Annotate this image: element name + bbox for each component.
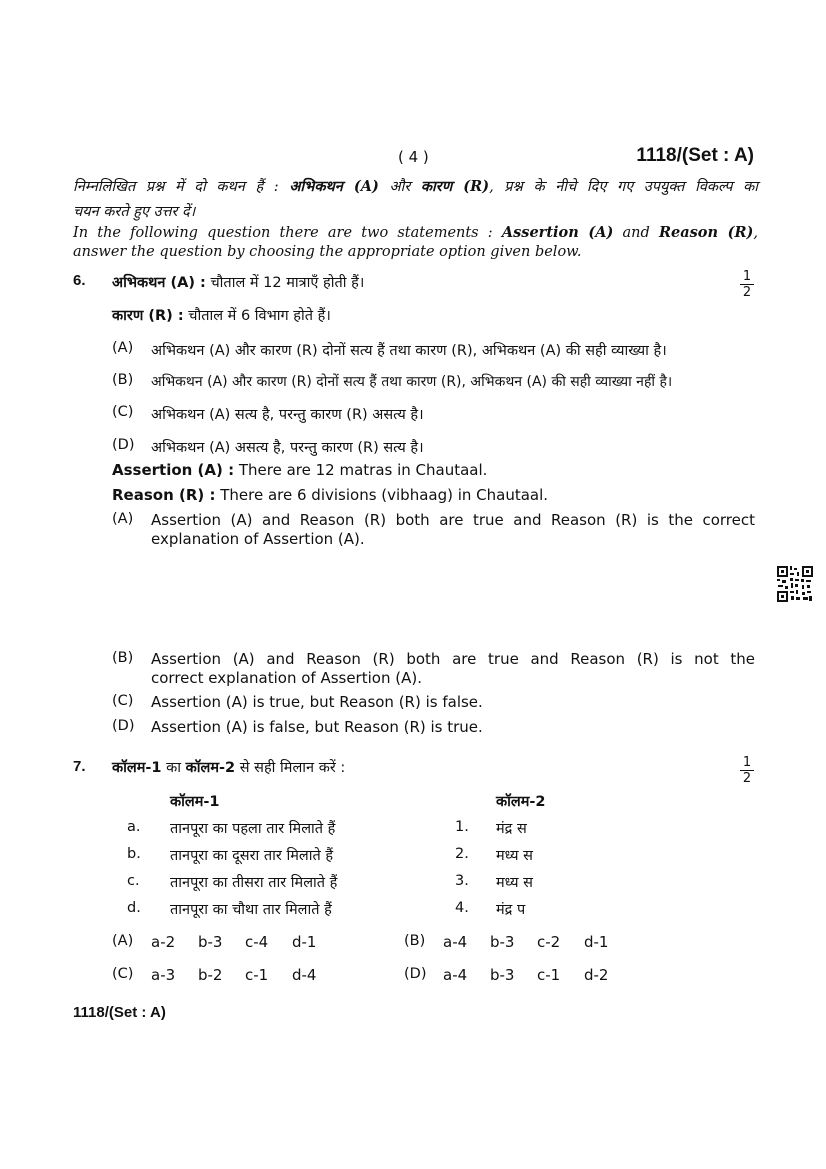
q6-assertion-hindi-label: अभिकथन (A) :	[112, 275, 206, 291]
q7-option-b-letter: (B)	[404, 933, 426, 949]
instruction-hindi	[73, 174, 758, 225]
q7-option-d-pair-4: d-2	[584, 966, 609, 984]
instruction-hindi-line2: चयन करते हुए उत्तर दें।	[73, 204, 196, 220]
q7-option-b-pair-4: d-1	[584, 933, 609, 951]
q7-prompt-post: से सही मिलान करें :	[235, 760, 346, 776]
q7-option-c-pair-2: b-2	[198, 966, 223, 984]
q7-option-c-letter: (C)	[112, 966, 134, 982]
q6-assertion-english-text: There are 12 matras in Chautaal.	[234, 461, 488, 479]
page-number: ( 4 )	[398, 148, 429, 166]
q6-hindi-option-a-letter: (A)	[112, 340, 134, 356]
col1-item-d-text: तानपूरा का चौथा तार मिलाते हैं	[170, 902, 332, 918]
qr-code-icon	[776, 565, 814, 603]
q7-marks	[740, 756, 754, 785]
instruction-english-reason: Reason (R)	[658, 224, 754, 241]
q7-option-d-letter: (D)	[404, 966, 427, 982]
col2-item-3-text: मध्य स	[496, 875, 533, 891]
column-1-header: कॉलम-1	[170, 794, 220, 810]
q6-hindi-option-a-text: अभिकथन (A) और कारण (R) दोनों सत्य हैं तथा कारण (R), अभिकथन (A) की सही व्याख्या है।	[151, 343, 667, 359]
q6-hindi-option-b-letter: (B)	[112, 372, 134, 388]
q6-reason-hindi	[112, 305, 331, 325]
instruction-hindi-mid: और	[378, 179, 421, 195]
q6-hindi-option-c-text: अभिकथन (A) सत्य है, परन्तु कारण (R) असत्य है।	[151, 407, 424, 423]
q6-reason-hindi-text: चौताल में 6 विभाग होते हैं।	[183, 308, 331, 324]
q6-english-option-d-letter: (D)	[112, 718, 135, 734]
col1-item-a-text: तानपूरा का पहला तार मिलाते हैं	[170, 821, 336, 837]
col1-item-b-key: b.	[127, 846, 141, 862]
col2-item-2-text: मध्य स	[496, 848, 533, 864]
instruction-english	[73, 223, 758, 262]
q6-english-option-b-letter: (B)	[112, 650, 134, 666]
q6-hindi-option-d-letter: (D)	[112, 437, 135, 453]
set-code-header: 1118/(Set : A)	[636, 145, 754, 166]
q6-english-option-d-text: Assertion (A) is false, but Reason (R) is true.	[151, 718, 483, 736]
q6-hindi-option-c-letter: (C)	[112, 404, 134, 420]
q6-assertion-hindi	[112, 272, 364, 292]
col1-item-b-text: तानपूरा का दूसरा तार मिलाते हैं	[170, 848, 334, 864]
col1-item-a-key: a.	[127, 819, 141, 835]
instruction-english-pre: In the following question there are two statements :	[73, 225, 502, 241]
col1-item-c-key: c.	[127, 873, 140, 889]
q6-english-option-a-letter: (A)	[112, 511, 134, 527]
q6-marks-numerator: 1	[740, 270, 754, 285]
q7-marks-denominator: 2	[742, 771, 752, 786]
q6-english-option-b-text	[151, 650, 755, 688]
q7-option-b-pair-3: c-2	[537, 933, 561, 951]
q7-option-c-pair-4: d-4	[292, 966, 317, 984]
q6-marks	[740, 270, 754, 299]
instruction-hindi-reason: कारण (R)	[420, 178, 490, 195]
q7-option-a-letter: (A)	[112, 933, 134, 949]
q6-english-option-a-text	[151, 511, 755, 549]
q7-option-c-pair-1: a-3	[151, 966, 176, 984]
q7-prompt-mid: का	[161, 760, 186, 776]
question-7-number: 7.	[73, 758, 86, 775]
q6-assertion-english-label: Assertion (A) :	[112, 461, 235, 479]
col2-item-1-text: मंद्र स	[496, 821, 527, 837]
q7-option-d-pair-2: b-3	[490, 966, 515, 984]
col1-item-d-key: d.	[127, 900, 141, 916]
instruction-english-assertion: Assertion (A)	[501, 224, 614, 241]
q7-option-c-pair-3: c-1	[245, 966, 269, 984]
q6-reason-english-label: Reason (R) :	[112, 486, 216, 504]
q7-prompt-col2: कॉलम-2	[185, 760, 236, 776]
col2-item-2-key: 2.	[455, 846, 469, 862]
q7-option-a-pair-2: b-3	[198, 933, 223, 951]
q7-marks-numerator: 1	[740, 756, 754, 771]
instruction-english-post: ,	[753, 225, 758, 241]
q6-reason-english-text: There are 6 divisions (vibhaag) in Chautaal.	[215, 486, 549, 504]
q6-english-option-c-letter: (C)	[112, 693, 134, 709]
instruction-hindi-post: , प्रश्न के नीचे दिए गए उपयुक्त विकल्प का	[489, 179, 759, 195]
q7-option-a-pair-1: a-2	[151, 933, 176, 951]
q6-english-option-b-line1: Assertion (A) and Reason (R) both are true and Reason (R) is not the	[151, 650, 755, 668]
q6-reason-hindi-label: कारण (R) :	[112, 308, 184, 324]
q7-option-a-pair-3: c-4	[245, 933, 269, 951]
q7-option-b-pair-1: a-4	[443, 933, 468, 951]
q7-prompt	[112, 757, 345, 777]
instruction-english-and: and	[613, 225, 659, 241]
col2-item-4-text: मंद्र प	[496, 902, 526, 918]
q6-english-option-a-line1: Assertion (A) and Reason (R) both are true and Reason (R) is the correct	[151, 511, 755, 529]
column-2-header: कॉलम-2	[496, 794, 546, 810]
q7-option-b-pair-2: b-3	[490, 933, 515, 951]
instruction-english-line2: answer the question by choosing the appropriate option given below.	[73, 244, 582, 260]
col2-item-3-key: 3.	[455, 873, 469, 889]
q6-marks-denominator: 2	[742, 285, 752, 300]
q6-english-option-b-line2: correct explanation of Assertion (A).	[151, 669, 422, 687]
q7-option-d-pair-3: c-1	[537, 966, 561, 984]
instruction-hindi-assertion: अभिकथन (A)	[289, 178, 379, 195]
instruction-hindi-pre: निम्नलिखित प्रश्न में दो कथन हैं :	[73, 179, 290, 195]
q7-option-d-pair-1: a-4	[443, 966, 468, 984]
q6-assertion-english	[112, 461, 487, 479]
question-6-number: 6.	[73, 272, 86, 289]
q7-option-a-pair-4: d-1	[292, 933, 317, 951]
q6-assertion-hindi-text: चौताल में 12 मात्राएँ होती हैं।	[205, 275, 365, 291]
q6-english-option-c-text: Assertion (A) is true, but Reason (R) is false.	[151, 693, 483, 711]
q6-english-option-a-line2: explanation of Assertion (A).	[151, 530, 365, 548]
set-code-footer: 1118/(Set : A)	[73, 1004, 166, 1021]
col1-item-c-text: तानपूरा का तीसरा तार मिलाते हैं	[170, 875, 338, 891]
q7-prompt-col1: कॉलम-1	[112, 760, 162, 776]
q6-hindi-option-d-text: अभिकथन (A) असत्य है, परन्तु कारण (R) सत्य है।	[151, 440, 424, 456]
q6-hindi-option-b-text: अभिकथन (A) और कारण (R) दोनों सत्य हैं तथा कारण (R), अभिकथन (A) की सही व्याख्या नहीं है।	[151, 374, 673, 390]
col2-item-1-key: 1.	[455, 819, 469, 835]
q6-reason-english	[112, 486, 548, 504]
col2-item-4-key: 4.	[455, 900, 469, 916]
